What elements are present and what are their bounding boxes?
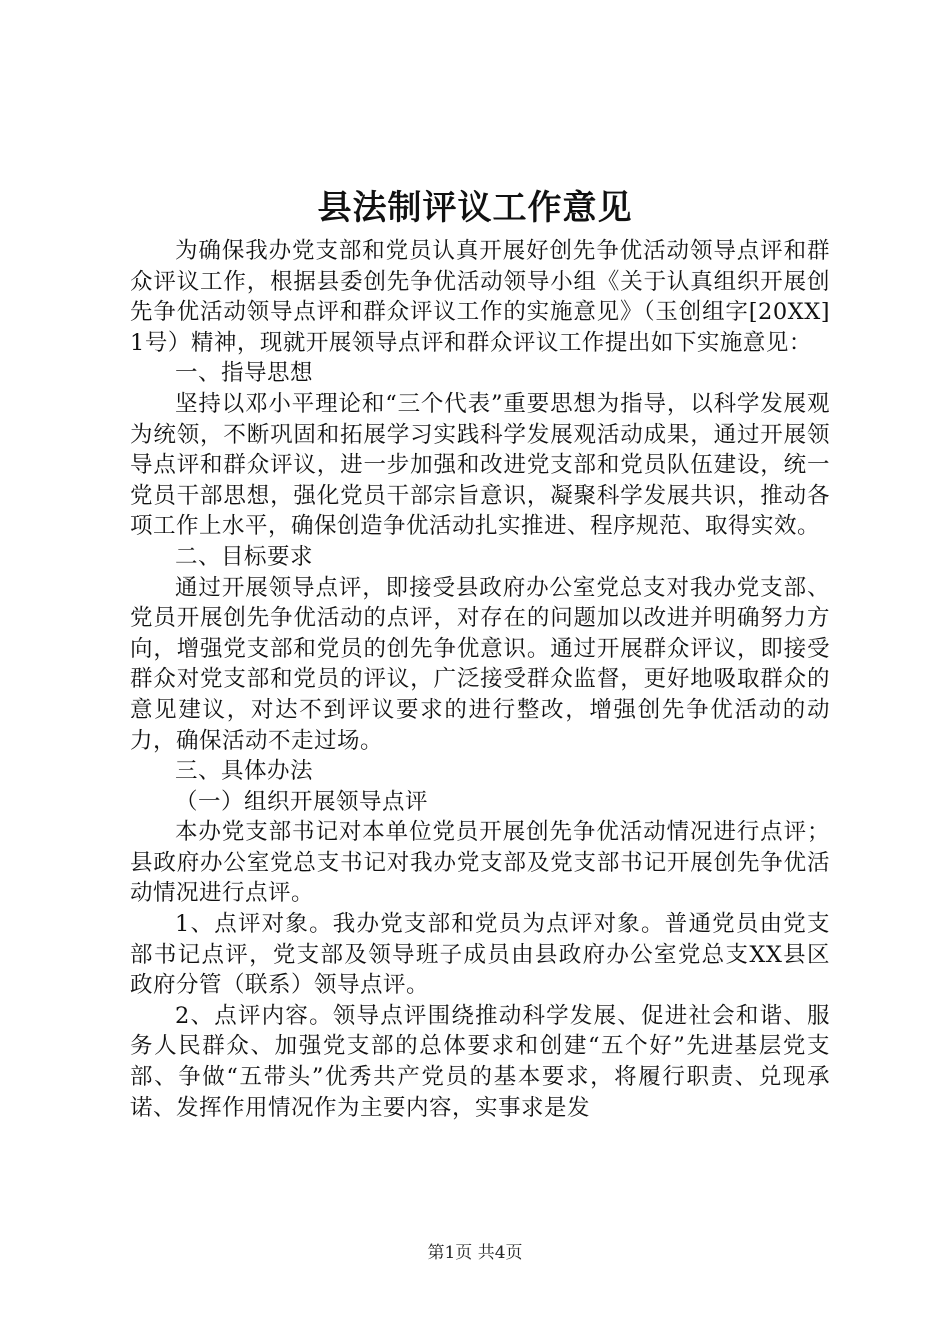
paragraph-goals: 通过开展领导点评，即接受县政府办公室党总支对我办党支部、党员开展创先争优活动的点评，对存在的问题加以改进并明确努力方向，增强党支部和党员的创先争优意识。通过开展群众评议，即接受群众对党支部和党员的评议，广泛接受群众监督，更好地吸取群众的意见建议，对达不到评议要求的进行整改，增强创先争优活动的动力，确保活动不走过场。 xyxy=(130,574,830,754)
section-heading-goals: 二、目标要求 xyxy=(175,543,314,570)
document-title: 县法制评议工作意见 xyxy=(317,188,633,228)
section-heading-guiding-thought: 一、指导思想 xyxy=(175,360,314,387)
paragraph-leader-review: 本办党支部书记对本单位党员开展创先争优活动情况进行点评；县政府办公室党总支书记对我办党支部及党支部书记开展创先争优活动情况进行点评。 xyxy=(130,819,830,907)
page-number-footer: 第1页 共4页 xyxy=(427,1243,523,1263)
section-heading-methods: 三、具体办法 xyxy=(175,758,314,785)
document-body xyxy=(130,236,830,1123)
subsection-heading-leader-review: （一）组织开展领导点评 xyxy=(175,788,429,815)
paragraph-guiding-thought: 坚持以邓小平理论和“三个代表”重要思想为指导，以科学发展观为统领，不断巩固和拓展学习实践科学发展观活动成果，通过开展领导点评和群众评议，进一步加强和改进党支部和党员队伍建设，统一党员干部思想，强化党员干部宗旨意识，凝聚科学发展共识，推动各项工作上水平，确保创造争优活动扎实推进、程序规范、取得实效。 xyxy=(130,390,830,540)
paragraph-intro: 为确保我办党支部和党员认真开展好创先争优活动领导点评和群众评议工作，根据县委创先争优活动领导小组《关于认真组织开展创先争优活动领导点评和群众评议工作的实施意见》（玉创组字[20XX]1号）精神，现就开展领导点评和群众评议工作提出如下实施意见： xyxy=(130,238,830,356)
paragraph-review-targets: 1、点评对象。我办党支部和党员为点评对象。普通党员由党支部书记点评，党支部及领导班子成员由县政府办公室党总支XX县区政府分管（联系）领导点评。 xyxy=(130,911,830,999)
paragraph-review-content: 2、点评内容。领导点评围绕推动科学发展、促进社会和谐、服务人民群众、加强党支部的总体要求和创建“五个好”先进基层党支部、争做“五带头”优秀共产党员的基本要求，将履行职责、兑现承诺、发挥作用情况作为主要内容，实事求是发 xyxy=(130,1002,830,1121)
